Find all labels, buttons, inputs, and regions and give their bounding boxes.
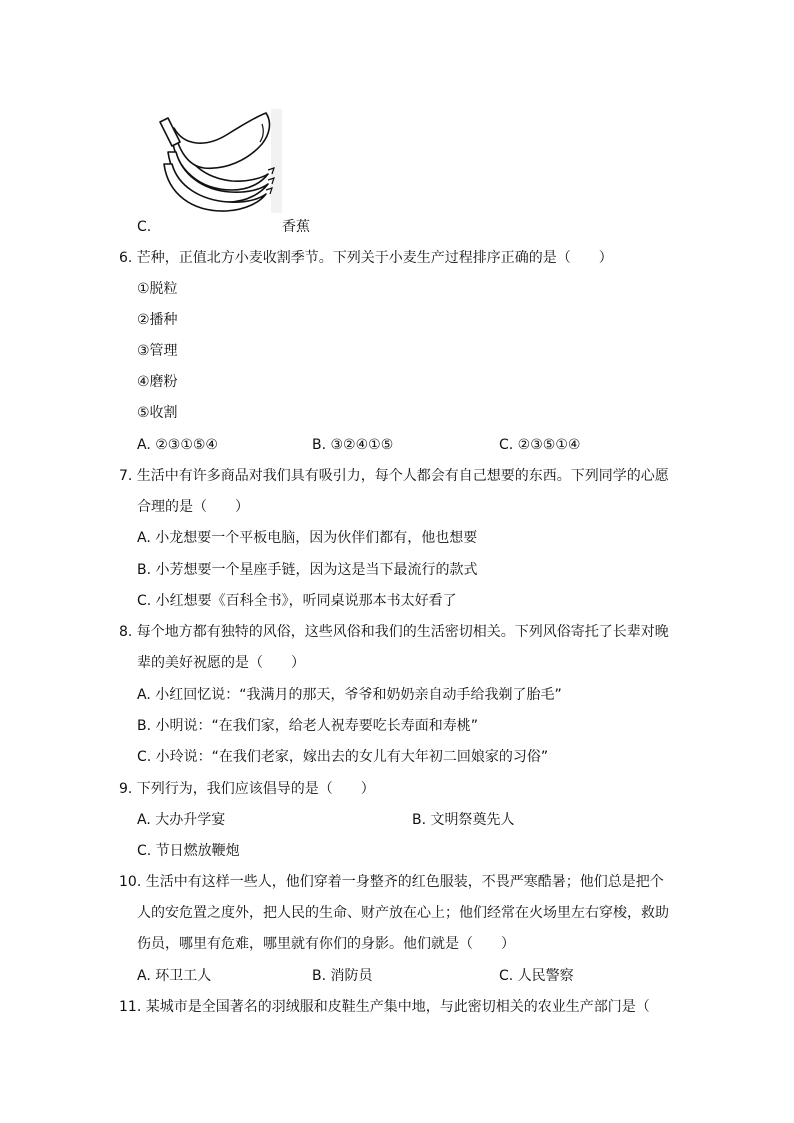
q5-option-c-caption: 香蕉 xyxy=(282,219,310,235)
q6-item-3: ③管理 xyxy=(137,343,178,359)
q6-item-1: ①脱粒 xyxy=(137,281,178,297)
q10-stem-line1: 10. 生活中有这样一些人，他们穿着一身整齐的红色服装，不畏严寒酷暑；他们总是把个 xyxy=(119,874,664,890)
q10-stem-line2: 人的安危置之度外，把人民的生命、财产放在心上；他们经常在火场里左右穿梭，救助 xyxy=(137,905,669,921)
q9-stem: 9. 下列行为，我们应该倡导的是（ ） xyxy=(119,781,375,797)
q7-stem-line2: 合理的是（ ） xyxy=(137,499,249,515)
q6-item-4: ④磨粉 xyxy=(137,374,178,390)
q7-option-a[interactable]: A. 小龙想要一个平板电脑，因为伙伴们都有，他也想要 xyxy=(137,530,478,546)
q7-option-c[interactable]: C. 小红想要《百科全书》，听同桌说那本书太好看了 xyxy=(137,593,457,609)
q10-option-b[interactable]: B. 消防员 xyxy=(312,968,373,984)
q6-option-c[interactable]: C. ②③⑤①④ xyxy=(499,437,581,453)
q8-stem-line2: 辈的美好祝愿的是（ ） xyxy=(137,655,305,671)
q10-stem-line3: 伤员，哪里有危难，哪里就有你们的身影。他们就是（ ） xyxy=(137,936,515,952)
q8-stem-line1: 8. 每个地方都有独特的风俗，这些风俗和我们的生活密切相关。下列风俗寄托了长辈对晚 xyxy=(119,624,669,640)
q9-option-a[interactable]: A. 大办升学宴 xyxy=(137,812,226,828)
q5-option-c-letter: C. xyxy=(137,219,152,235)
q6-item-5: ⑤收割 xyxy=(137,405,178,421)
q8-option-a[interactable]: A. 小红回忆说：“我满月的那天，爷爷和奶奶亲自动手给我剃了胎毛” xyxy=(137,687,562,703)
q6-stem: 6. 芒种，正值北方小麦收割季节。下列关于小麦生产过程排序正确的是（ ） xyxy=(119,250,613,266)
q6-option-b[interactable]: B. ③②④①⑤ xyxy=(312,437,394,453)
q9-option-c[interactable]: C. 节日燃放鞭炮 xyxy=(137,843,240,859)
q6-item-2: ②播种 xyxy=(137,312,178,328)
q7-option-b[interactable]: B. 小芳想要一个星座手链，因为这是当下最流行的款式 xyxy=(137,562,478,578)
q10-option-a[interactable]: A. 环卫工人 xyxy=(137,968,212,984)
q11-stem-line1: 11. 某城市是全国著名的羽绒服和皮鞋生产集中地，与此密切相关的农业生产部门是（ xyxy=(119,999,650,1015)
banana-bunch-icon xyxy=(150,108,284,214)
q7-stem-line1: 7. 生活中有许多商品对我们具有吸引力，每个人都会有自己想要的东西。下列同学的心愿 xyxy=(119,468,669,484)
q8-option-b[interactable]: B. 小明说：“在我们家，给老人祝寿要吃长寿面和寿桃” xyxy=(137,718,479,734)
q8-option-c[interactable]: C. 小玲说：“在我们老家，嫁出去的女儿有大年初二回娘家的习俗” xyxy=(137,749,549,765)
q10-option-c[interactable]: C. 人民警察 xyxy=(499,968,574,984)
q6-option-a[interactable]: A. ②③①⑤④ xyxy=(137,437,218,453)
q9-option-b[interactable]: B. 文明祭奠先人 xyxy=(412,812,515,828)
